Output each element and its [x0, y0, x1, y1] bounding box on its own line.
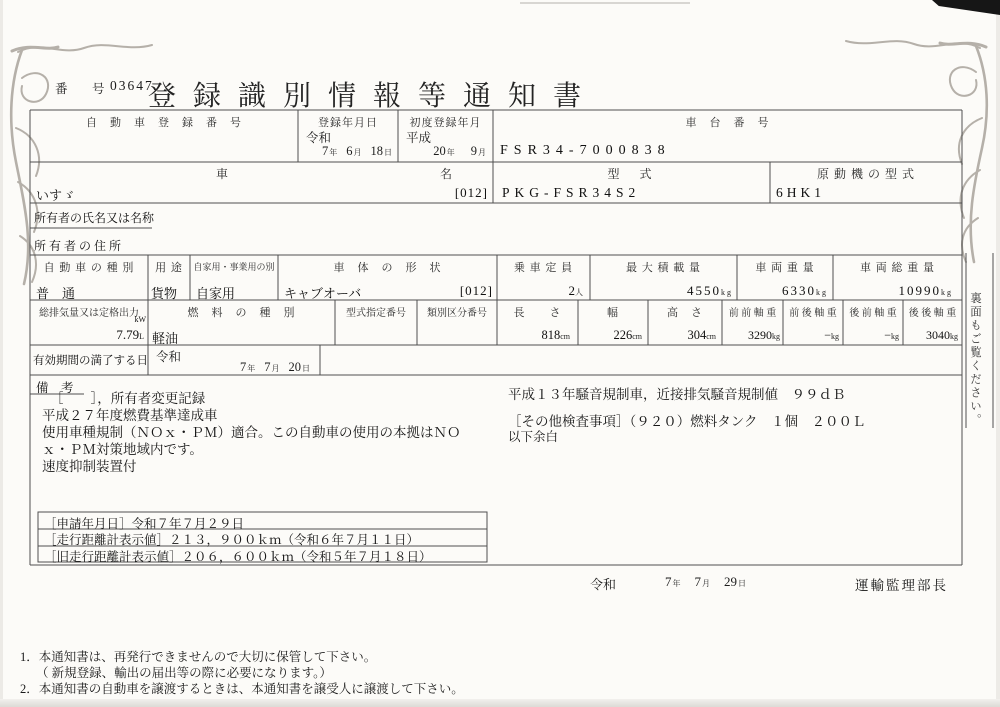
category-label: 自 動 車 の 種 別 [43, 262, 135, 274]
first-reg-label: 初度登録年月 [409, 117, 482, 129]
remark-other-inspection: ［その他検査事項］（９２０）燃料タンク １個 ２００Ｌ [508, 414, 866, 429]
axle-rr-value: 3040kg [926, 328, 958, 342]
expiry-label: 有効期間の満了する日 [33, 355, 148, 367]
engine-model-label: 原 動 機 の 型 式 [816, 167, 915, 181]
footer-note-1: 1．本通知書は、再発行できませんので大切に保管して下さい。 [20, 650, 377, 664]
displacement-label: 総排気量又は定格出力 [39, 308, 139, 319]
axle-fr-label: 前 後 軸 重 [789, 308, 837, 319]
reg-date-label: 登録年月日 [318, 117, 378, 129]
use-value: 貨物 [151, 286, 178, 301]
body-shape-label: 車 体 の 形 状 [333, 262, 442, 274]
width-label: 幅 [607, 307, 619, 319]
body-shape-code: [012] [459, 283, 493, 298]
remark-fuel-standard: 平成２７年度燃費基準達成車 [42, 408, 218, 423]
issue-date-era: 令和 [590, 577, 617, 592]
doc-number: 03647 [110, 78, 154, 93]
vehicle-name-label2: 名 [440, 167, 454, 181]
fuel-label: 燃 料 の 種 別 [187, 307, 296, 319]
remark-speed-limiter: 速度抑制装置付 [42, 459, 137, 474]
axle-ff-value: 3290kg [748, 328, 780, 342]
max-load-label: 最 大 積 載 量 [626, 262, 701, 274]
doc-number-label: 番 号 [55, 82, 111, 96]
owner-name-label: 所有者の氏名又は名称 [34, 211, 155, 225]
height-label: 高 さ [667, 307, 703, 319]
odometer-row: ［走行距離計表示値］２１３，９００ｋｍ（令和６年７月１１日） [44, 533, 420, 547]
reg-number-label: 自 動 車 登 録 番 号 [86, 117, 242, 129]
issue-date-value: 7年 7月 29日 [665, 574, 746, 589]
expiry-era: 令和 [156, 350, 182, 364]
vehicle-name-code: [012] [454, 185, 488, 200]
displacement-kw-unit: kW [134, 315, 146, 324]
body-shape-value: キャブオーバ [284, 286, 362, 301]
axle-ff-label: 前 前 軸 重 [728, 308, 777, 319]
reg-date-era: 令和 [306, 131, 332, 145]
use-label: 用 途 [155, 262, 183, 274]
page-title: 登録識別情報等通知書 [148, 81, 599, 112]
footer-note-2: 2．本通知書の自動車を譲渡するときは、本通知書を譲受人に譲渡して下さい。 [20, 682, 464, 696]
issuer-title: 運輸監理部長 [855, 578, 948, 593]
vehicle-name-label: 車 [216, 167, 230, 181]
remark-nox-pm-line2: ｘ・ＰＭ対策地域内です。 [42, 442, 203, 457]
fuel-value: 軽油 [152, 331, 179, 346]
application-date-row: ［申請年月日］令和７年７月２９日 [44, 517, 245, 531]
axle-rf-label: 後 前 軸 重 [849, 308, 897, 319]
axle-rf-value: −kg [884, 328, 899, 342]
length-label: 長 さ [513, 307, 562, 319]
capacity-label: 乗 車 定 員 [513, 262, 574, 274]
displacement-value: 7.79L [116, 327, 144, 342]
length-value: 818cm [541, 328, 570, 342]
width-value: 226cm [613, 328, 642, 342]
footer-note-1b: （ 新規登録、輸出の届出等の際に必要になります。） [36, 666, 332, 680]
first-reg-value: 20年 9月 [433, 144, 486, 158]
capacity-value: 2人 [568, 283, 583, 298]
owner-address-label: 所 有 者 の 住 所 [34, 239, 122, 253]
remark-blank-below: 以下余白 [508, 430, 559, 444]
weight-label: 車 両 重 量 [755, 262, 815, 274]
model-designation-label: 型式指定番号 [346, 308, 406, 319]
reg-date-value: 7年 6月 18日 [322, 144, 392, 158]
expiry-value: 7年 7月 20日 [240, 360, 310, 374]
private-business-label: 自家用・事業用の別 [193, 262, 275, 272]
gross-weight-value: 10990kg [898, 283, 953, 298]
remark-owner-change: ［ ］，所有者変更記録 [50, 391, 206, 406]
max-load-value: 4550kg [687, 283, 733, 298]
model-label: 型 式 [607, 167, 656, 181]
chassis-number-value: FSR34-7000838 [500, 143, 671, 158]
remark-noise-regulation: 平成１３年騒音規制車，近接排気騒音規制値 ９９ｄＢ [508, 387, 846, 402]
side-note-vertical: 裏面もご覧ください。 [969, 292, 981, 427]
category-value: 普 通 [36, 286, 76, 301]
remarks-label: 備 考 [36, 381, 74, 395]
height-value: 304cm [687, 328, 716, 342]
previous-odometer-row: ［旧走行距離計表示値］２０６，６００ｋｍ（令和５年７月１８日） [44, 550, 432, 564]
chassis-number-label: 車 台 番 号 [685, 117, 770, 129]
axle-rr-label: 後 後 軸 重 [908, 308, 957, 319]
model-value: PKG-FSR34S2 [502, 185, 641, 200]
axle-fr-value: −kg [824, 328, 839, 342]
private-business-value: 自家用 [196, 286, 236, 301]
gross-weight-label: 車 両 総 重 量 [860, 262, 935, 274]
engine-model-value: 6HK1 [776, 185, 825, 200]
category-class-label: 類別区分番号 [427, 308, 487, 319]
remark-nox-pm-line1: 使用車種規制（ＮＯｘ・ＰＭ）適合。この自動車の使用の本拠はＮＯ [42, 425, 461, 440]
vehicle-name-value: いすゞ [36, 188, 76, 203]
weight-value: 6330kg [782, 283, 828, 298]
first-reg-era: 平成 [406, 131, 432, 145]
